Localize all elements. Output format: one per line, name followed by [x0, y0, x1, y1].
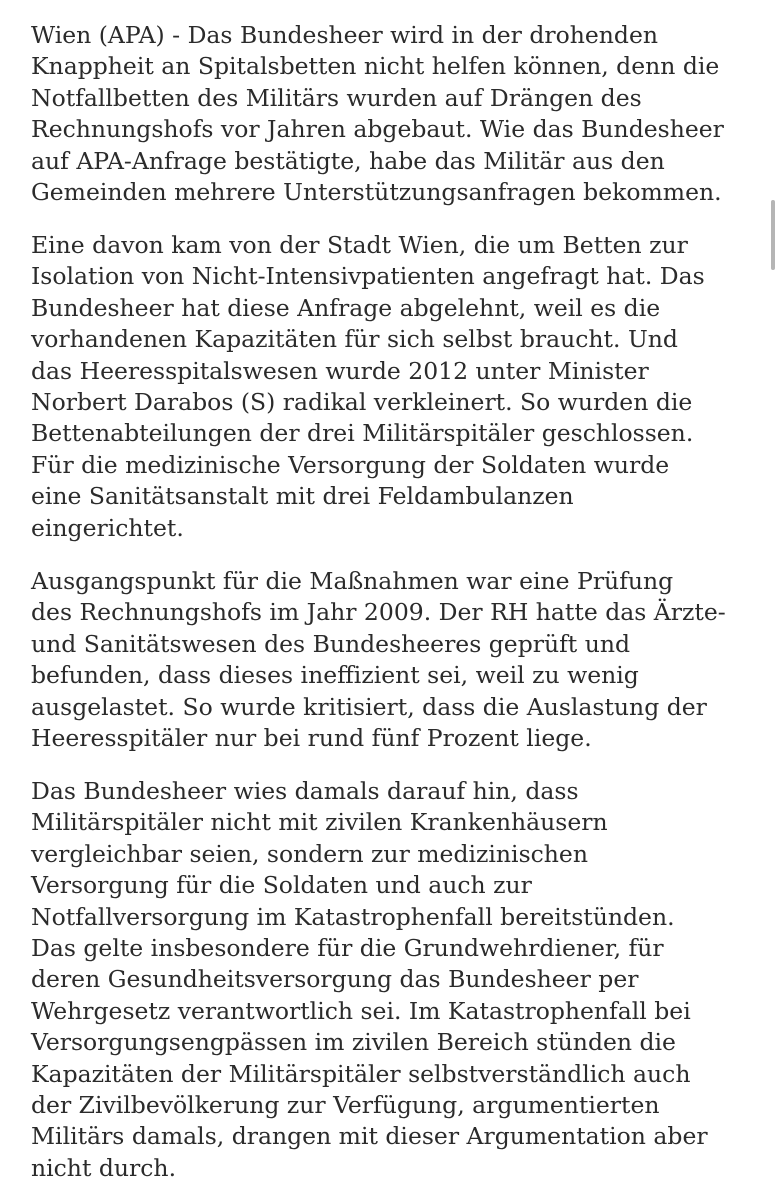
- paragraph-line: Notfallbetten des Militärs wurden auf Drängen des: [31, 83, 642, 112]
- paragraph-line: Gemeinden mehrere Unterstützungsanfragen bekommen.: [31, 178, 722, 207]
- paragraph-line: Bettenabteilungen der drei Militärspitäler geschlossen.: [31, 419, 694, 448]
- paragraph-line: Isolation von Nicht-Intensivpatienten angefragt hat. Das: [31, 262, 705, 291]
- paragraph-line: eine Sanitätsanstalt mit drei Feldambulanzen: [31, 482, 574, 511]
- paragraph-line: Ausgangspunkt für die Maßnahmen war eine Prüfung: [31, 567, 674, 595]
- paragraph-line: auf APA-Anfrage bestätigte, habe das Militär aus den: [31, 146, 665, 175]
- article-paragraph-4: [31, 776, 708, 1184]
- paragraph-line: und Sanitätswesen des Bundesheeres geprüft und: [31, 629, 631, 658]
- paragraph-line: befunden, dass dieses ineffizient sei, weil zu wenig: [31, 661, 639, 690]
- article-paragraph-2: [31, 230, 705, 544]
- paragraph-line: Versorgung für die Soldaten und auch zur: [31, 871, 532, 900]
- paragraph-line: vergleichbar seien, sondern zur medizinischen: [31, 839, 588, 868]
- paragraph-line: Versorgungsengpässen im zivilen Bereich stünden die: [31, 1028, 676, 1057]
- paragraph-line: Das Bundesheer wies damals darauf hin, dass: [31, 777, 579, 805]
- paragraph-line: Militärs damals, drangen mit dieser Argumentation aber: [31, 1122, 708, 1151]
- paragraph-line: eingerichtet.: [31, 513, 184, 542]
- paragraph-line: Rechnungshofs vor Jahren abgebaut. Wie das Bundesheer: [31, 115, 724, 144]
- paragraph-line: Eine davon kam von der Stadt Wien, die um Betten zur: [31, 231, 688, 259]
- article-paragraph-3: [31, 566, 726, 754]
- paragraph-line: Wehrgesetz verantwortlich sei. Im Katastrophenfall bei: [31, 996, 691, 1025]
- paragraph-line: Heeresspitäler nur bei rund fünf Prozent liege.: [31, 724, 592, 753]
- paragraph-line: Kapazitäten der Militärspitäler selbstverständlich auch: [31, 1059, 691, 1088]
- paragraph-line: Knappheit an Spitalsbetten nicht helfen können, denn die: [31, 52, 720, 81]
- paragraph-line: ausgelastet. So wurde kritisiert, dass die Auslastung der: [31, 692, 707, 721]
- scrollbar-thumb[interactable]: [771, 200, 775, 270]
- paragraph-line: Für die medizinische Versorgung der Soldaten wurde: [31, 450, 670, 479]
- paragraph-line: nicht durch.: [31, 1153, 177, 1182]
- paragraph-line: deren Gesundheitsversorgung das Bundesheer per: [31, 965, 639, 994]
- paragraph-line: Notfallversorgung im Katastrophenfall bereitstünden.: [31, 902, 675, 931]
- paragraph-line: Norbert Darabos (S) radikal verkleinert. So wurden die: [31, 388, 693, 417]
- paragraph-line: Bundesheer hat diese Anfrage abgelehnt, weil es die: [31, 293, 661, 322]
- paragraph-line: Militärspitäler nicht mit zivilen Krankenhäusern: [31, 808, 608, 837]
- paragraph-line: Wien (APA) - Das Bundesheer wird in der drohenden: [31, 21, 659, 49]
- article-paragraph-1: [31, 20, 724, 208]
- paragraph-line: Das gelte insbesondere für die Grundwehrdiener, für: [31, 934, 664, 963]
- paragraph-line: das Heeresspitalswesen wurde 2012 unter Minister: [31, 356, 649, 385]
- paragraph-line: der Zivilbevölkerung zur Verfügung, argumentierten: [31, 1091, 660, 1120]
- paragraph-line: des Rechnungshofs im Jahr 2009. Der RH hatte das Ärzte-: [31, 598, 726, 627]
- paragraph-line: vorhandenen Kapazitäten für sich selbst braucht. Und: [31, 325, 678, 354]
